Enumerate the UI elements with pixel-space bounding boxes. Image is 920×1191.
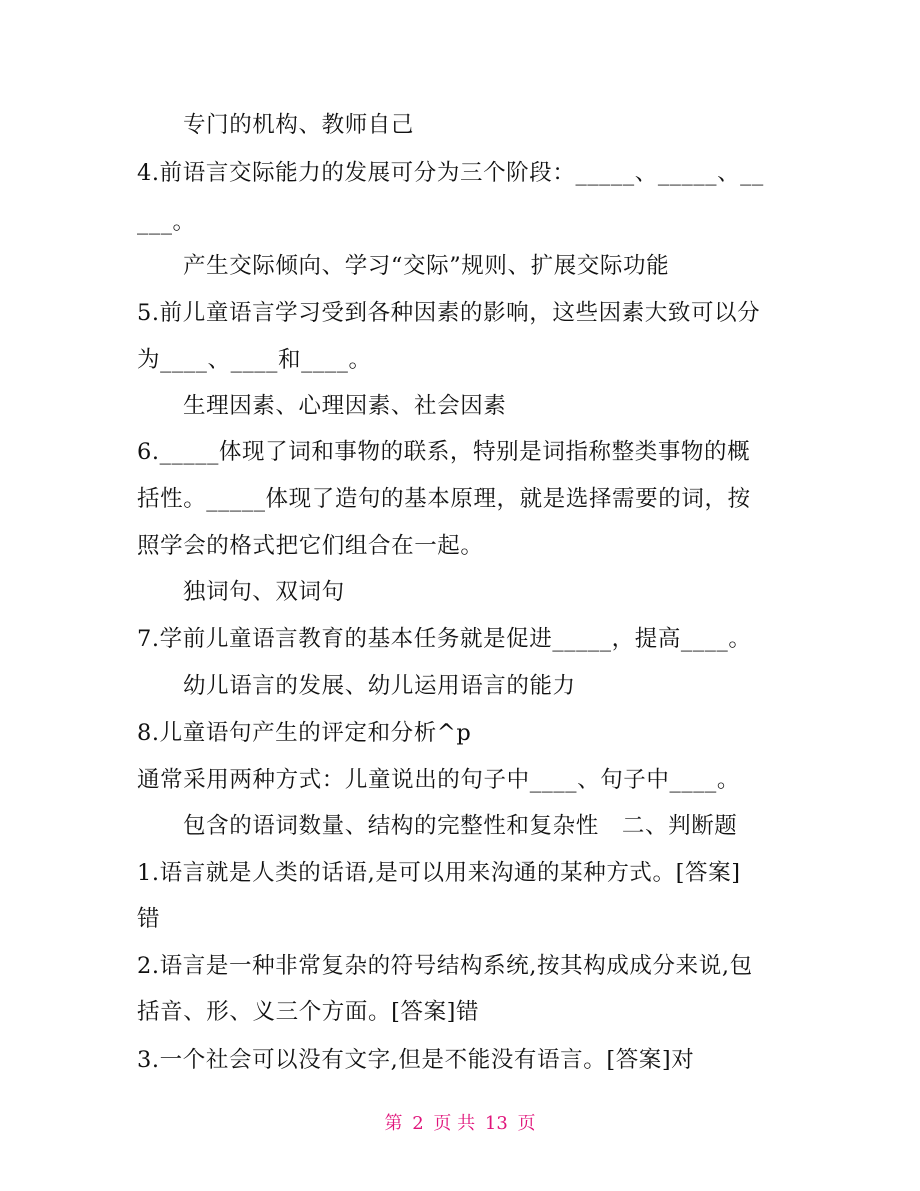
page-footer xyxy=(0,1111,920,1137)
question-line: 5.前儿童语言学习受到各种因素的影响，这些因素大致可以分 xyxy=(137,300,761,326)
footer-suffix: 页 xyxy=(517,1113,536,1134)
footer-prefix: 第 xyxy=(384,1113,403,1134)
question-line: 4.前语言交际能力的发展可分为三个阶段：_____、_____、__ xyxy=(137,160,764,186)
question-line: 错 xyxy=(137,906,161,932)
answer-line: 专门的机构、教师自己 xyxy=(183,112,415,138)
answer-line: 生理因素、心理因素、社会因素 xyxy=(183,393,507,419)
question-line: 7.学前儿童语言教育的基本任务就是促进_____，提高____。 xyxy=(137,626,752,652)
answer-line: 包含的语词数量、结构的完整性和复杂性 二、判断题 xyxy=(183,813,738,839)
footer-middle: 页 共 xyxy=(433,1113,476,1134)
question-line: 8.儿童语句产生的评定和分析^p xyxy=(137,720,472,746)
answer-line: 产生交际倾向、学习“交际”规则、扩展交际功能 xyxy=(183,253,670,279)
question-line: 括音、形、义三个方面。[答案]错 xyxy=(137,999,480,1025)
question-line: 为____、____和____。 xyxy=(137,347,372,373)
footer-page-total: 13 xyxy=(484,1113,508,1134)
question-line: 照学会的格式把它们组合在一起。 xyxy=(137,533,484,559)
answer-line: 独词句、双词句 xyxy=(183,579,345,605)
question-line: 通常采用两种方式：儿童说出的句子中____、句子中____。 xyxy=(137,767,741,793)
answer-line: 幼儿语言的发展、幼儿运用语言的能力 xyxy=(183,673,576,699)
question-line: ___。 xyxy=(137,209,196,235)
question-line: 1.语言就是人类的话语,是可以用来沟通的某种方式。[答案] xyxy=(137,860,741,886)
footer-page-number: 2 xyxy=(412,1113,424,1134)
question-line: 括性。_____体现了造句的基本原理，就是选择需要的词，按 xyxy=(137,486,751,512)
question-line: 3.一个社会可以没有文字,但是不能没有语言。[答案]对 xyxy=(137,1047,695,1073)
question-line: 2.语言是一种非常复杂的符号结构系统,按其构成成分来说,包 xyxy=(137,953,753,979)
question-line: 6._____体现了词和事物的联系，特别是词指称整类事物的概 xyxy=(137,439,751,465)
